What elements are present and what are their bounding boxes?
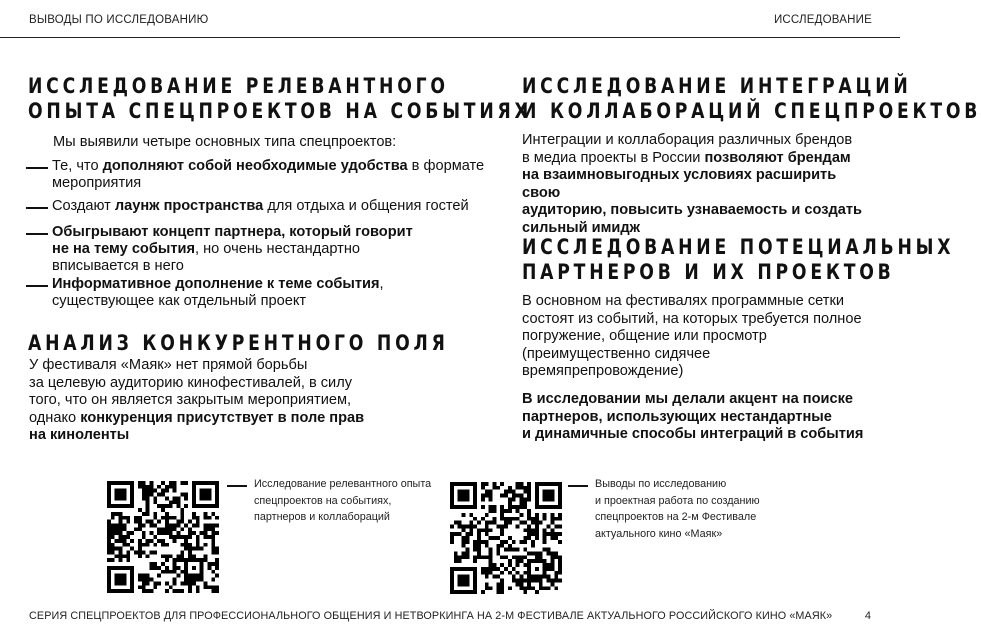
dash-marker [26,285,48,287]
list-item-text: Обыгрывают концепт партнера, который говорит не на тему события, но очень нестандартно вписывается в него [52,224,413,274]
heading-line: ИССЛЕДОВАНИЕ РЕЛЕВАНТНОГО [28,74,449,98]
dash-marker [26,233,48,235]
list-item-text: Создают лаунж пространства для отдыха и общения гостей [52,198,469,214]
qr-code-conclusions[interactable] [450,482,562,594]
header-divider [0,37,900,38]
heading-line: ИССЛЕДОВАНИЕ ИНТЕГРАЦИЙ [522,74,912,98]
dash-marker [227,485,247,487]
heading-relevant-experience [28,74,532,124]
intro-text: Мы выявили четыре основных типа спецпроектов: [53,134,397,150]
qr-caption-conclusions: Выводы по исследованию и проектная работа по созданию спецпроектов на 2-м Фестивале актуального кино «Маяк» [595,478,760,540]
heading-line: ИССЛЕДОВАНИЕ ПОТЕЦИАЛЬНЫХ [522,235,955,259]
list-item-text: Информативное дополнение к теме события, существующее как отдельный проект [52,276,384,309]
integrations-paragraph: Интеграции и коллаборация различных брендов в медиа проекты в России позволяют брендам на взаимновыгодных условиях расширить свою аудиторию, повысить узнаваемость и создать сильный имидж [522,132,863,236]
header-chapter-title: ИССЛЕДОВАНИЕ [773,14,872,26]
list-item-text: Те, что дополняют собой необходимые удобства в формате мероприятия [52,158,485,191]
research-focus-paragraph: В исследовании мы делали акцент на поиске партнеров, использующих нестандартные и динамичные способы интеграций в события [522,391,864,442]
heading-integrations [522,74,981,124]
page-number: 4 [864,610,871,622]
dash-marker [26,167,48,169]
dash-marker [568,485,588,487]
partners-paragraph: В основном на фестивалях программные сетки состоят из событий, на которых требуется полное погружение, общение или просмотр (преимущественно сидячее времяпрепровождение) [522,293,862,379]
dash-marker [26,207,48,209]
qr-caption-research: Исследование релевантного опыта спецпроектов на событиях, партнеров и коллабораций [254,478,432,523]
header-section-title: ВЫВОДЫ ПО ИССЛЕДОВАНИЮ [29,14,209,26]
qr-code-research[interactable] [107,481,219,593]
heading-line: И КОЛЛАБОРАЦИЙ СПЕЦПРОЕКТОВ [522,99,981,123]
heading-potential-partners [522,235,954,285]
footer-series-title: СЕРИЯ СПЕЦПРОЕКТОВ ДЛЯ ПРОФЕССИОНАЛЬНОГО ОБЩЕНИЯ И НЕТВОРКИНГА НА 2-М ФЕСТИВАЛЕ АКТУАЛЬНОГО РОССИЙСКОГО КИНО «МАЯК» [29,610,833,622]
heading-competitive-analysis: АНАЛИЗ КОНКУРЕНТНОГО ПОЛЯ [28,331,449,355]
heading-line: ОПЫТА СПЕЦПРОЕКТОВ НА СОБЫТИЯХ [28,99,532,123]
competition-paragraph: У фестиваля «Маяк» нет прямой борьбы за целевую аудиторию кинофестивалей, в силу того, что он является закрытым мероприятием, однако конкуренция присутствует в поле прав на киноленты [29,357,365,443]
heading-line: ПАРТНЕРОВ И ИХ ПРОЕКТОВ [522,260,895,284]
